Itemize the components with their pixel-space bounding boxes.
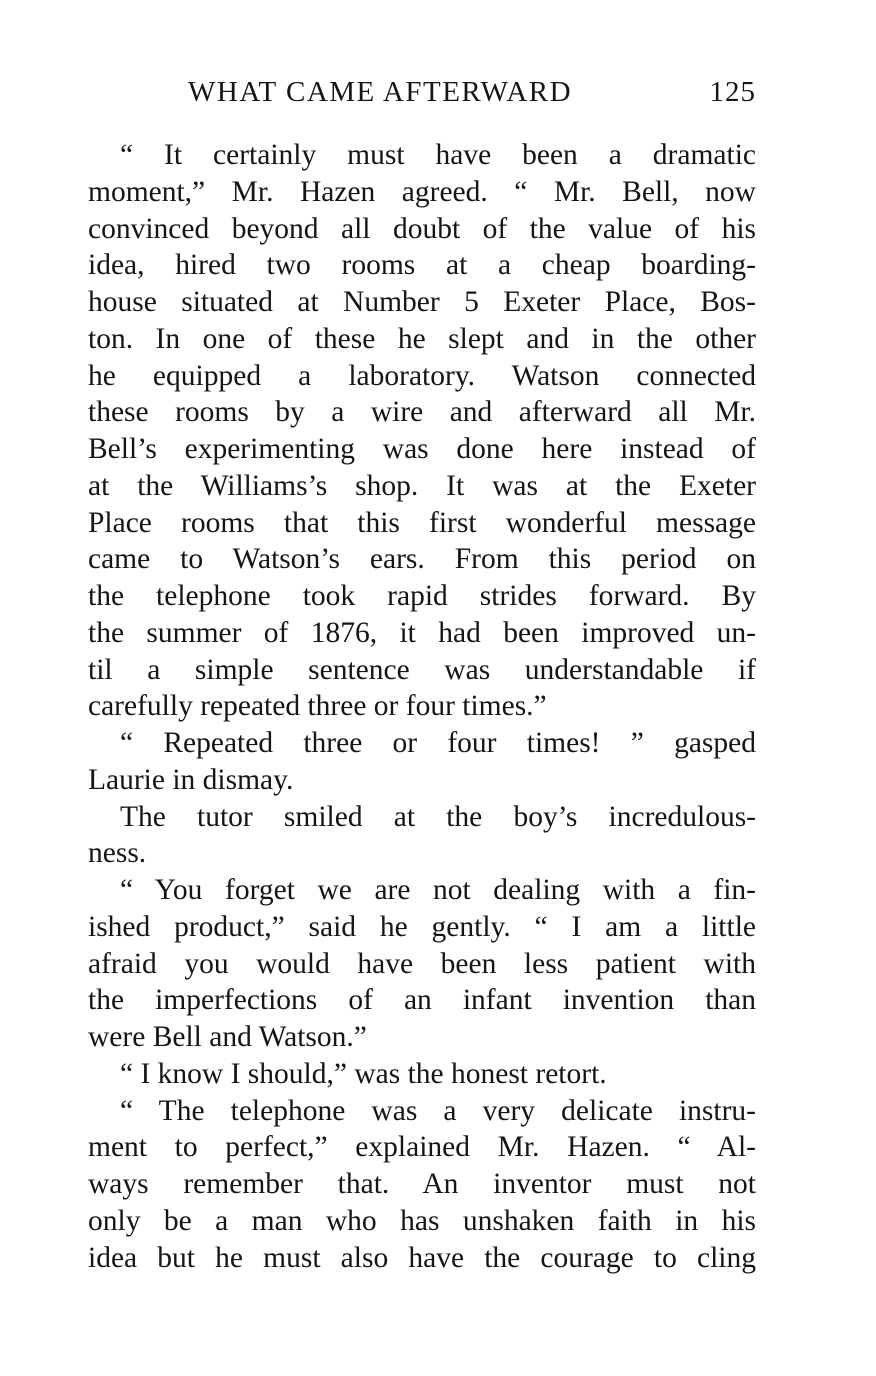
text-line: Place rooms that this first wonderful message: [88, 506, 756, 539]
text-line: idea but he must also have the courage to cling: [88, 1241, 756, 1274]
text-line: came to Watson’s ears. From this period on: [88, 543, 756, 576]
text-line: convinced beyond all doubt of the value of his: [88, 212, 756, 245]
text-line: carefully repeated three or four times.”: [88, 690, 547, 723]
text-line: ment to perfect,” explained Mr. Hazen. “ Al-: [88, 1131, 756, 1164]
text-line: idea, hired two rooms at a cheap boarding-: [88, 249, 756, 282]
text-line: Laurie in dismay.: [88, 763, 294, 796]
text-line: The tutor smiled at the boy’s incredulous-: [120, 800, 756, 833]
text-line: ished product,” said he gently. “ I am a little: [88, 910, 756, 943]
body-text: [88, 137, 756, 1276]
text-line: ways remember that. An inventor must not: [88, 1168, 756, 1200]
text-line: “ It certainly must have been a dramatic: [120, 139, 756, 171]
text-line: ness.: [88, 837, 147, 870]
text-line: “ You forget we are not dealing with a fin-: [120, 874, 756, 906]
text-line: ton. In one of these he slept and in the other: [88, 322, 756, 355]
text-line: the telephone took rapid strides forward. By: [88, 580, 756, 612]
text-line: afraid you would have been less patient with: [88, 947, 756, 980]
page-number: 125: [709, 76, 756, 108]
text-line: moment,” Mr. Hazen agreed. “ Mr. Bell, now: [88, 175, 756, 208]
text-line: Bell’s experimenting was done here instead of: [88, 433, 756, 465]
text-line: only be a man who has unshaken faith in his: [88, 1204, 756, 1237]
text-line: were Bell and Watson.”: [88, 1021, 367, 1053]
text-line: these rooms by a wire and afterward all Mr.: [88, 396, 756, 429]
text-line: he equipped a laboratory. Watson connected: [88, 359, 756, 392]
running-head: [88, 72, 756, 112]
text-line: “ The telephone was a very delicate instru-: [120, 1094, 756, 1127]
text-line: the summer of 1876, it had been improved un-: [88, 616, 756, 649]
text-line: the imperfections of an infant invention than: [88, 984, 756, 1017]
text-line: til a simple sentence was understandable if: [88, 653, 756, 686]
text-line: house situated at Number 5 Exeter Place, Bos-: [88, 286, 756, 318]
text-line: “ I know I should,” was the honest retort.: [120, 1057, 607, 1090]
text-line: “ Repeated three or four times! ” gasped: [120, 727, 756, 759]
text-line: at the Williams’s shop. It was at the Exeter: [88, 469, 756, 502]
running-title: WHAT CAME AFTERWARD: [188, 76, 573, 108]
